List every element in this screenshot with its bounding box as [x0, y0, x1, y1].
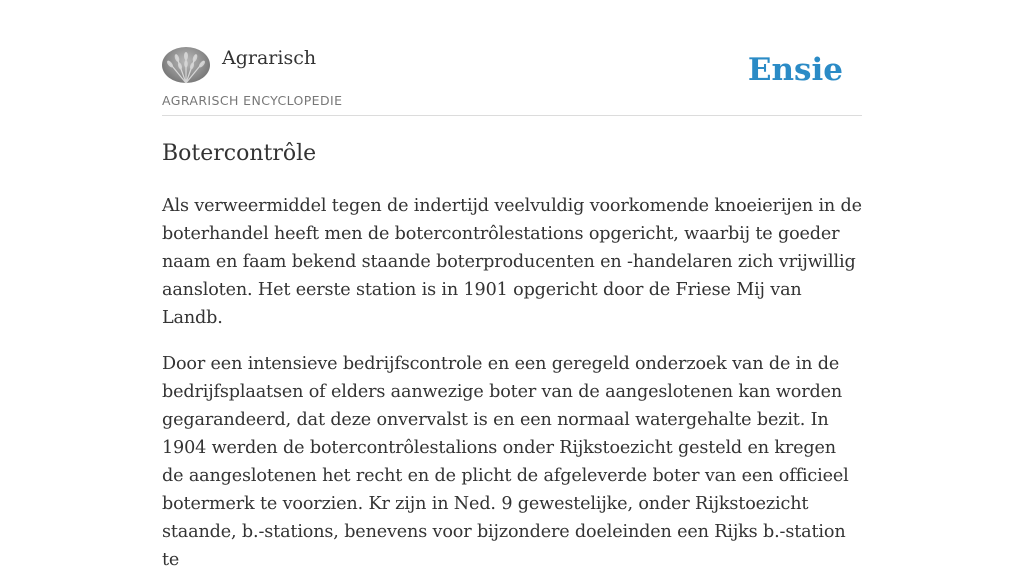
- site-header: [162, 0, 862, 116]
- article-title: Botercontrôle: [162, 141, 317, 166]
- header-divider: [162, 115, 862, 116]
- article: [162, 138, 862, 574]
- site-subtitle[interactable]: AGRARISCH ENCYCLOPEDIE: [162, 93, 343, 108]
- site-name[interactable]: Agrarisch: [222, 47, 317, 69]
- article-paragraph: Als verweermiddel tegen de indertijd veelvuldig voorkomende knoeierijen in de boterhandel heeft men de botercontrôlestations opgericht, waarbij te goeder naam en faam bekend staande boterproducenten en -handelaren zich vrijwillig aansloten. Het eerste station is in 1901 opgericht door de Friese Mij van Landb.: [162, 196, 862, 328]
- wheat-logo-icon[interactable]: [162, 47, 210, 83]
- article-paragraph: Door een intensieve bedrijfscontrole en een geregeld onderzoek van de in de bedrijfsplaatsen of elders aanwezige boter van de aangeslotenen kan worden gegarandeerd, dat deze onvervalst is en een normaal watergehalte bezit. In 1904 werden de botercontrôlestalions onder Rijkstoezicht gesteld en kregen de aangeslotenen het recht en de plicht de afgeleverde boter van een officieel botermerk te voorzien. Kr zijn in Ned. 9 gewestelijke, onder Rijkstoezicht staande, b.-stations, benevens voor bijzondere doeleinden een Rijks b.-station te: [162, 354, 849, 570]
- brand-logo[interactable]: Ensie: [747, 52, 843, 88]
